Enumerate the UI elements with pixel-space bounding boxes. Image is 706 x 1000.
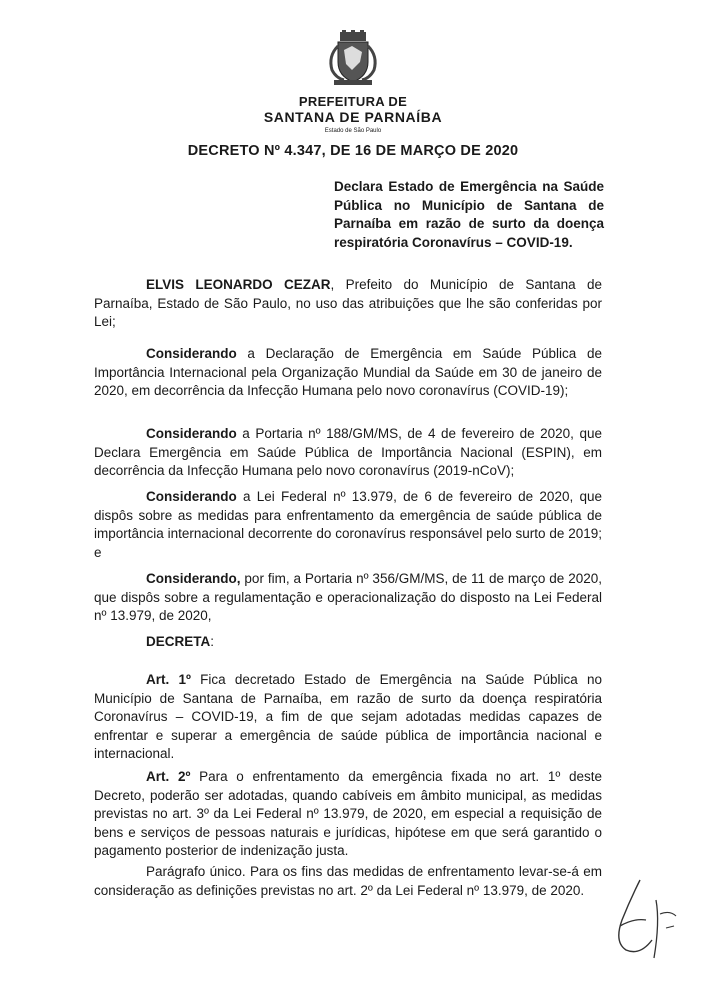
paragraph-lead: Considerando,	[146, 571, 241, 586]
decreta-label: DECRETA	[146, 634, 211, 649]
paragraph-lead: Considerando	[146, 489, 237, 504]
paragraph-text: a Lei Federal nº 13.979, de 6 de fevereiro de 2020, que dispôs sobre as medidas para enfrentamento da emergência de saúde pública de importância internacional decorrente do coronavírus responsável pelo surto de 2019; e	[94, 489, 602, 560]
paragraph-considerando-1	[94, 345, 602, 401]
paragraph-preamble	[94, 276, 602, 332]
paragraph-considerando-2	[94, 425, 602, 481]
decree-summary: Declara Estado de Emergência na Saúde Pública no Município de Santana de Parnaíba em razão de surto da doença respiratória Coronavírus – COVID-19.	[334, 179, 604, 250]
header-line-2: SANTANA DE PARNAÍBA	[263, 109, 443, 125]
decree-title: DECRETO Nº 4.347, DE 16 DE MARÇO DE 2020	[187, 143, 519, 159]
paragraph-lead: ELVIS LEONARDO CEZAR	[146, 277, 331, 292]
paragraph-considerando-4	[94, 570, 602, 626]
paragraph-text: Fica decretado Estado de Emergência na Saúde Pública no Município de Santana de Parnaíba, em razão de surto da doença respiratória Coronavírus – COVID-19, a fim de que sejam adotadas medidas capazes de enfrentar e superar a emergência de saúde pública de importância nacional e internacional.	[94, 672, 602, 761]
decreta-colon: :	[210, 634, 215, 649]
header-line-1: PREFEITURA DE	[298, 94, 408, 109]
paragraph-text: , Prefeito do Município de Santana de Parnaíba, Estado de São Paulo, no uso das atribuições que lhe são conferidas por Lei;	[94, 277, 602, 329]
paragraph-text: Para o enfrentamento da emergência fixada no art. 1º deste Decreto, poderão ser adotadas, quando cabíveis em âmbito municipal, as medidas previstas no art. 3º da Lei Federal nº 13.979, de 2020, em especial a requisição de bens e serviços de pessoas naturais e jurídicas, hipótese em que será garantido o pagamento posterior de indenização justa.	[94, 769, 602, 858]
paragraph-text: a Declaração de Emergência em Saúde Pública de Importância Internacional pela Organização Mundial da Saúde em 30 de janeiro de 2020, em decorrência da Infecção Humana pelo novo coronavírus (COVID-19);	[94, 346, 602, 398]
article-number: Art. 2º	[146, 769, 191, 784]
paragraph-sole	[94, 863, 602, 900]
header-line-3: Estado de São Paulo	[324, 128, 382, 134]
letterhead	[0, 30, 706, 134]
paragraph-lead: Considerando	[146, 346, 237, 361]
handwritten-initials	[600, 870, 682, 970]
coat-of-arms-icon	[322, 30, 384, 86]
paragraph-article-1	[94, 671, 602, 764]
paragraph-text: Parágrafo único. Para os fins das medidas de enfrentamento levar-se-á em consideração as definições previstas no art. 2º da Lei Federal nº 13.979, de 2020.	[94, 864, 602, 898]
paragraph-considerando-3	[94, 488, 602, 562]
paragraph-text: por fim, a Portaria nº 356/GM/MS, de 11 de março de 2020, que dispôs sobre a regulamentação e operacionalização do disposto na Lei Federal nº 13.979, de 2020,	[94, 571, 602, 623]
paragraph-article-2	[94, 768, 602, 861]
paragraph-text: a Portaria nº 188/GM/MS, de 4 de fevereiro de 2020, que Declara Emergência em Saúde Pública de Importância Nacional (ESPIN), em decorrência da Infecção Humana pelo novo coronavírus (2019-nCoV);	[94, 426, 602, 478]
article-number: Art. 1º	[146, 672, 191, 687]
paragraph-lead: Considerando	[146, 426, 237, 441]
decreta-heading	[146, 634, 214, 649]
